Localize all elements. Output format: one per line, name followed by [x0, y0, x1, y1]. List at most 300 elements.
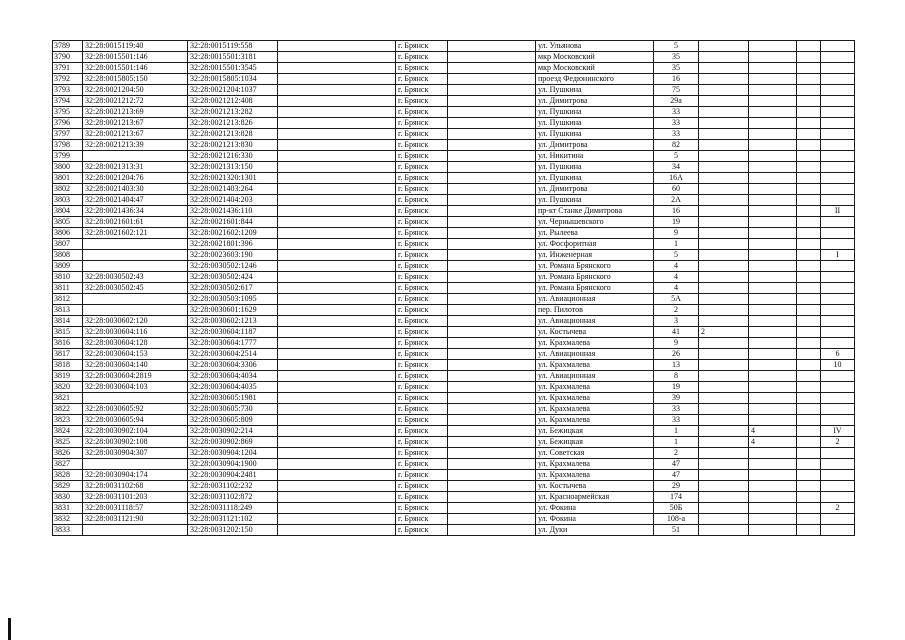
cell-street: ул. Крахмалева: [536, 415, 654, 426]
table-row: [53, 349, 855, 360]
cell-row-number: 3816: [53, 338, 83, 349]
table-row: [53, 261, 855, 272]
cell-cadastral-number-land: 32:28:0030904:174: [83, 470, 188, 481]
cell-block: [749, 481, 797, 492]
table-row: [53, 415, 855, 426]
cell-house-number: 35: [654, 52, 699, 63]
cell-building: [699, 41, 749, 52]
cell-row-number: 3817: [53, 349, 83, 360]
cell-blank-col-2: [448, 294, 536, 305]
cell-building: [699, 283, 749, 294]
table-row: [53, 338, 855, 349]
cell-row-number: 3830: [53, 492, 83, 503]
cell-row-number: 3789: [53, 41, 83, 52]
cell-cadastral-number-land: 32:28:0021403:30: [83, 184, 188, 195]
cell-street: ул. Фосфоритная: [536, 239, 654, 250]
cell-house-number: 1: [654, 426, 699, 437]
cell-row-number: 3804: [53, 206, 83, 217]
cell-blank-col: [278, 371, 396, 382]
cell-flat: [821, 283, 855, 294]
cell-blank-col-2: [448, 393, 536, 404]
cell-city: г. Брянск: [396, 283, 448, 294]
cell-house-number: 16: [654, 206, 699, 217]
cell-cadastral-number-object: 32:28:0030502:1246: [188, 261, 278, 272]
cell-row-number: 3811: [53, 283, 83, 294]
cell-blank-col-3: [797, 393, 821, 404]
cell-flat: 2: [821, 503, 855, 514]
cell-blank-col-2: [448, 503, 536, 514]
cell-city: г. Брянск: [396, 228, 448, 239]
cell-block: [749, 162, 797, 173]
cell-row-number: 3792: [53, 74, 83, 85]
cell-blank-col-2: [448, 283, 536, 294]
cell-block: [749, 250, 797, 261]
cell-flat: [821, 261, 855, 272]
cell-row-number: 3801: [53, 173, 83, 184]
cell-row-number: 3806: [53, 228, 83, 239]
cell-row-number: 3808: [53, 250, 83, 261]
cell-row-number: 3793: [53, 85, 83, 96]
cell-blank-col-3: [797, 162, 821, 173]
table-row: [53, 404, 855, 415]
cell-block: [749, 239, 797, 250]
cell-street: ул. Бежицкая: [536, 437, 654, 448]
cell-city: г. Брянск: [396, 448, 448, 459]
cell-house-number: 9: [654, 338, 699, 349]
cell-blank-col: [278, 162, 396, 173]
cell-blank-col-3: [797, 459, 821, 470]
cell-block: [749, 338, 797, 349]
cell-city: г. Брянск: [396, 96, 448, 107]
cell-street: пер. Пилотов: [536, 305, 654, 316]
cell-building: [699, 107, 749, 118]
cell-blank-col-2: [448, 107, 536, 118]
cell-building: [699, 470, 749, 481]
cell-cadastral-number-land: 32:28:0021436:34: [83, 206, 188, 217]
cell-blank-col-2: [448, 250, 536, 261]
cell-row-number: 3810: [53, 272, 83, 283]
cell-blank-col-2: [448, 228, 536, 239]
cell-blank-col: [278, 283, 396, 294]
cell-street: ул. Фокина: [536, 503, 654, 514]
cell-cadastral-number-land: [83, 239, 188, 250]
cell-blank-col-2: [448, 63, 536, 74]
table-row: [53, 206, 855, 217]
cell-block: [749, 52, 797, 63]
cell-city: г. Брянск: [396, 514, 448, 525]
cell-flat: [821, 151, 855, 162]
cell-blank-col-3: [797, 107, 821, 118]
cell-blank-col: [278, 118, 396, 129]
cell-cadastral-number-object: 32:28:0031102:232: [188, 481, 278, 492]
cell-street: ул. Красноармейская: [536, 492, 654, 503]
cell-flat: [821, 173, 855, 184]
cell-blank-col-3: [797, 371, 821, 382]
cell-blank-col: [278, 250, 396, 261]
cell-block: [749, 503, 797, 514]
cell-building: [699, 294, 749, 305]
cell-block: [749, 415, 797, 426]
cell-city: г. Брянск: [396, 206, 448, 217]
cell-cadastral-number-object: 32:28:0021213:282: [188, 107, 278, 118]
cell-cadastral-number-land: 32:28:0021213:39: [83, 140, 188, 151]
cell-blank-col: [278, 503, 396, 514]
cell-blank-col: [278, 140, 396, 151]
cell-cadastral-number-object: 32:28:0030605:809: [188, 415, 278, 426]
cell-street: ул. Романа Брянского: [536, 261, 654, 272]
cell-house-number: 34: [654, 162, 699, 173]
cell-city: г. Брянск: [396, 393, 448, 404]
cell-building: [699, 184, 749, 195]
cell-building: [699, 118, 749, 129]
cell-blank-col-2: [448, 118, 536, 129]
cell-cadastral-number-land: 32:28:0030604:153: [83, 349, 188, 360]
cell-row-number: 3829: [53, 481, 83, 492]
cell-street: ул. Романа Брянского: [536, 283, 654, 294]
table-row: [53, 283, 855, 294]
cell-row-number: 3802: [53, 184, 83, 195]
cell-blank-col-2: [448, 481, 536, 492]
cell-blank-col-3: [797, 316, 821, 327]
cell-building: [699, 151, 749, 162]
cell-cadastral-number-object: 32:28:0015501:3181: [188, 52, 278, 63]
cell-street: ул. Костычева: [536, 327, 654, 338]
cell-cadastral-number-object: 32:28:0021436:110: [188, 206, 278, 217]
cell-building: [699, 272, 749, 283]
cell-house-number: 26: [654, 349, 699, 360]
cell-row-number: 3819: [53, 371, 83, 382]
cell-blank-col-3: [797, 404, 821, 415]
cell-cadastral-number-land: 32:28:0030604:116: [83, 327, 188, 338]
table-row: [53, 426, 855, 437]
cell-blank-col: [278, 52, 396, 63]
cell-street: ул. Фокина: [536, 514, 654, 525]
cell-block: [749, 85, 797, 96]
cell-blank-col-3: [797, 63, 821, 74]
table-row: [53, 52, 855, 63]
cell-blank-col-3: [797, 85, 821, 96]
cell-row-number: 3832: [53, 514, 83, 525]
cell-cadastral-number-object: 32:28:0021602:1209: [188, 228, 278, 239]
document-sheet: [52, 40, 855, 536]
cell-cadastral-number-land: 32:28:0021404:47: [83, 195, 188, 206]
cell-building: [699, 206, 749, 217]
cell-building: [699, 173, 749, 184]
cell-cadastral-number-object: 32:28:0030605:1981: [188, 393, 278, 404]
cell-block: [749, 63, 797, 74]
table-row: [53, 316, 855, 327]
cell-street: ул. Авиационная: [536, 371, 654, 382]
cell-building: [699, 503, 749, 514]
cell-flat: [821, 448, 855, 459]
cell-house-number: 29а: [654, 96, 699, 107]
cell-city: г. Брянск: [396, 459, 448, 470]
cell-city: г. Брянск: [396, 250, 448, 261]
cell-street: ул. Чернышевского: [536, 217, 654, 228]
cell-cadastral-number-land: 32:28:0031118:57: [83, 503, 188, 514]
cell-city: г. Брянск: [396, 118, 448, 129]
cell-flat: 6: [821, 349, 855, 360]
table-row: [53, 140, 855, 151]
cell-block: [749, 316, 797, 327]
cell-cadastral-number-land: [83, 305, 188, 316]
cell-street: ул. Крахмалева: [536, 360, 654, 371]
cell-blank-col: [278, 239, 396, 250]
cell-blank-col: [278, 448, 396, 459]
cell-building: [699, 404, 749, 415]
cell-building: [699, 85, 749, 96]
table-row: [53, 162, 855, 173]
cell-row-number: 3805: [53, 217, 83, 228]
cell-row-number: 3822: [53, 404, 83, 415]
cell-cadastral-number-land: [83, 250, 188, 261]
table-row: [53, 371, 855, 382]
cell-street: ул. Авиационная: [536, 349, 654, 360]
cell-blank-col-2: [448, 349, 536, 360]
cell-street: ул. Димитрова: [536, 140, 654, 151]
cell-building: [699, 393, 749, 404]
cell-house-number: 3: [654, 316, 699, 327]
cell-house-number: 16А: [654, 173, 699, 184]
cell-cadastral-number-object: 32:28:0021313:150: [188, 162, 278, 173]
cell-row-number: 3797: [53, 129, 83, 140]
cell-cadastral-number-object: 32:28:0030904:2481: [188, 470, 278, 481]
table-row: [53, 184, 855, 195]
cell-cadastral-number-land: 32:28:0021313:31: [83, 162, 188, 173]
table-row: [53, 503, 855, 514]
cell-blank-col-2: [448, 140, 536, 151]
cell-block: [749, 206, 797, 217]
cell-blank-col-3: [797, 514, 821, 525]
cell-city: г. Брянск: [396, 261, 448, 272]
cell-house-number: 2А: [654, 195, 699, 206]
cell-cadastral-number-object: 32:28:0030604:2514: [188, 349, 278, 360]
cell-block: [749, 283, 797, 294]
cell-blank-col-2: [448, 184, 536, 195]
cell-building: [699, 525, 749, 536]
cell-blank-col: [278, 316, 396, 327]
cell-flat: [821, 272, 855, 283]
cell-blank-col-2: [448, 162, 536, 173]
cell-city: г. Брянск: [396, 63, 448, 74]
cell-cadastral-number-object: 32:28:0030604:1187: [188, 327, 278, 338]
cell-city: г. Брянск: [396, 41, 448, 52]
cell-flat: [821, 327, 855, 338]
cell-building: [699, 492, 749, 503]
cell-flat: [821, 41, 855, 52]
cell-flat: IV: [821, 426, 855, 437]
cell-blank-col-2: [448, 426, 536, 437]
cell-cadastral-number-object: 32:28:0030601:1629: [188, 305, 278, 316]
cell-blank-col-2: [448, 206, 536, 217]
cell-flat: [821, 63, 855, 74]
cell-cadastral-number-land: 32:28:0030605:94: [83, 415, 188, 426]
cell-blank-col: [278, 151, 396, 162]
cell-blank-col-3: [797, 228, 821, 239]
cell-flat: [821, 393, 855, 404]
cell-city: г. Брянск: [396, 382, 448, 393]
cell-city: г. Брянск: [396, 184, 448, 195]
cell-cadastral-number-land: 32:28:0030902:104: [83, 426, 188, 437]
cell-blank-col-2: [448, 52, 536, 63]
cell-blank-col: [278, 393, 396, 404]
cell-blank-col: [278, 525, 396, 536]
cell-blank-col-3: [797, 206, 821, 217]
cell-blank-col: [278, 107, 396, 118]
cell-block: [749, 96, 797, 107]
table-row: [53, 492, 855, 503]
cell-blank-col-2: [448, 195, 536, 206]
cell-building: [699, 382, 749, 393]
cell-blank-col: [278, 206, 396, 217]
cell-street: ул. Крахмалева: [536, 338, 654, 349]
cell-row-number: 3812: [53, 294, 83, 305]
cell-flat: I: [821, 250, 855, 261]
cell-cadastral-number-land: 32:28:0015119:40: [83, 41, 188, 52]
cell-blank-col-3: [797, 96, 821, 107]
cell-block: [749, 74, 797, 85]
cell-block: [749, 118, 797, 129]
cell-blank-col-3: [797, 74, 821, 85]
cell-blank-col-3: [797, 283, 821, 294]
cell-block: [749, 261, 797, 272]
cell-blank-col-3: [797, 294, 821, 305]
cell-blank-col-2: [448, 437, 536, 448]
cell-flat: 10: [821, 360, 855, 371]
cell-city: г. Брянск: [396, 129, 448, 140]
cell-cadastral-number-land: 32:28:0030602:120: [83, 316, 188, 327]
cell-flat: [821, 525, 855, 536]
cell-row-number: 3809: [53, 261, 83, 272]
cell-blank-col: [278, 305, 396, 316]
cell-blank-col-3: [797, 41, 821, 52]
scan-edge-mark: [8, 618, 11, 640]
cell-row-number: 3815: [53, 327, 83, 338]
table-row: [53, 195, 855, 206]
cell-house-number: 1: [654, 239, 699, 250]
cell-cadastral-number-object: 32:28:0030503:1095: [188, 294, 278, 305]
cell-row-number: 3803: [53, 195, 83, 206]
cell-cadastral-number-land: 32:28:0015501:146: [83, 63, 188, 74]
cell-building: [699, 371, 749, 382]
cell-flat: II: [821, 206, 855, 217]
cell-row-number: 3826: [53, 448, 83, 459]
cell-cadastral-number-land: 32:28:0031121:90: [83, 514, 188, 525]
cell-city: г. Брянск: [396, 173, 448, 184]
cell-cadastral-number-land: 32:28:0021204:76: [83, 173, 188, 184]
cell-blank-col-3: [797, 261, 821, 272]
cell-building: [699, 426, 749, 437]
cell-city: г. Брянск: [396, 151, 448, 162]
cell-cadastral-number-land: [83, 459, 188, 470]
cell-blank-col-2: [448, 492, 536, 503]
cell-cadastral-number-land: 32:28:0030605:92: [83, 404, 188, 415]
cell-flat: [821, 85, 855, 96]
cell-building: [699, 228, 749, 239]
cell-house-number: 29: [654, 481, 699, 492]
cell-building: [699, 96, 749, 107]
cell-street: ул. Никитина: [536, 151, 654, 162]
cell-city: г. Брянск: [396, 316, 448, 327]
cell-cadastral-number-land: [83, 294, 188, 305]
cell-city: г. Брянск: [396, 503, 448, 514]
table-row: [53, 459, 855, 470]
cell-flat: [821, 129, 855, 140]
cell-block: [749, 360, 797, 371]
cell-row-number: 3799: [53, 151, 83, 162]
cell-house-number: 8: [654, 371, 699, 382]
cell-city: г. Брянск: [396, 294, 448, 305]
cell-city: г. Брянск: [396, 360, 448, 371]
cell-street: пр-кт Станке Димитрова: [536, 206, 654, 217]
cell-cadastral-number-object: 32:28:0021601:844: [188, 217, 278, 228]
cell-house-number: 174: [654, 492, 699, 503]
cell-street: ул. Рылеева: [536, 228, 654, 239]
cell-street: ул. Дуки: [536, 525, 654, 536]
cell-blank-col-2: [448, 74, 536, 85]
cell-block: [749, 305, 797, 316]
registry-table: [52, 40, 855, 536]
cell-house-number: 33: [654, 118, 699, 129]
cell-row-number: 3824: [53, 426, 83, 437]
cell-blank-col-3: [797, 481, 821, 492]
cell-blank-col: [278, 261, 396, 272]
cell-flat: [821, 228, 855, 239]
cell-cadastral-number-land: [83, 393, 188, 404]
cell-cadastral-number-land: 32:28:0021213:69: [83, 107, 188, 118]
cell-house-number: 19: [654, 382, 699, 393]
cell-house-number: 4: [654, 283, 699, 294]
cell-building: [699, 448, 749, 459]
cell-cadastral-number-object: 32:28:0030604:4034: [188, 371, 278, 382]
cell-house-number: 16: [654, 74, 699, 85]
cell-blank-col: [278, 173, 396, 184]
cell-house-number: 35: [654, 63, 699, 74]
table-row: [53, 448, 855, 459]
cell-row-number: 3795: [53, 107, 83, 118]
cell-city: г. Брянск: [396, 85, 448, 96]
table-row: [53, 327, 855, 338]
cell-block: [749, 217, 797, 228]
cell-building: [699, 514, 749, 525]
cell-row-number: 3813: [53, 305, 83, 316]
cell-blank-col-3: [797, 129, 821, 140]
cell-flat: [821, 162, 855, 173]
cell-city: г. Брянск: [396, 349, 448, 360]
cell-blank-col-3: [797, 338, 821, 349]
cell-street: ул. Авиационная: [536, 316, 654, 327]
table-row: [53, 96, 855, 107]
cell-city: г. Брянск: [396, 74, 448, 85]
cell-row-number: 3818: [53, 360, 83, 371]
cell-city: г. Брянск: [396, 305, 448, 316]
cell-street: ул. Пушкина: [536, 85, 654, 96]
cell-flat: [821, 481, 855, 492]
cell-blank-col-3: [797, 173, 821, 184]
cell-blank-col: [278, 228, 396, 239]
cell-building: [699, 217, 749, 228]
cell-house-number: 2: [654, 305, 699, 316]
cell-house-number: 51: [654, 525, 699, 536]
cell-cadastral-number-land: 32:28:0030904:307: [83, 448, 188, 459]
cell-block: [749, 195, 797, 206]
cell-block: [749, 404, 797, 415]
table-row: [53, 305, 855, 316]
cell-cadastral-number-object: 32:28:0021212:408: [188, 96, 278, 107]
cell-house-number: 4: [654, 261, 699, 272]
cell-building: [699, 338, 749, 349]
cell-flat: [821, 382, 855, 393]
